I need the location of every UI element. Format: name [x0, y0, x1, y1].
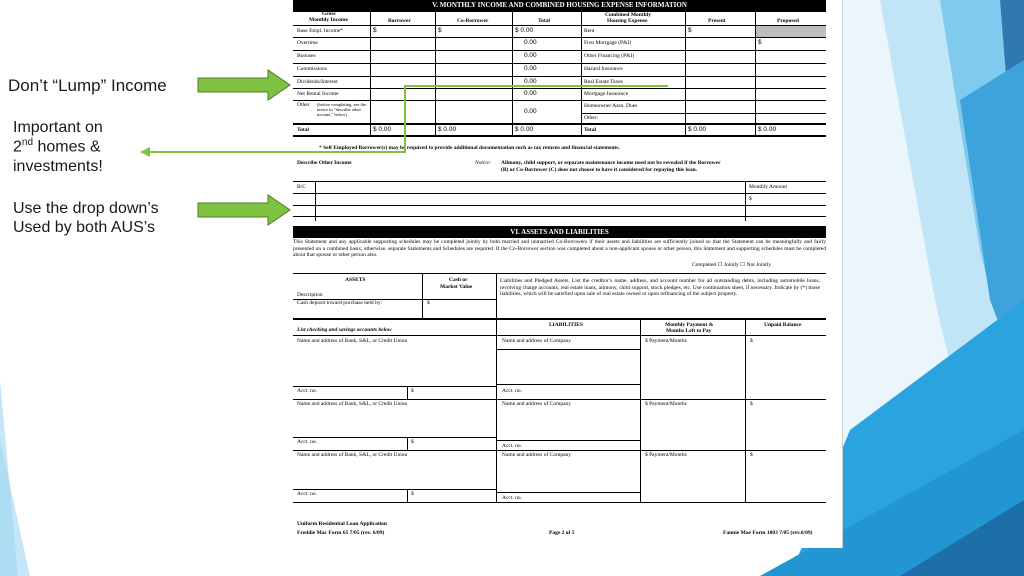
hdr-present: Present [708, 18, 726, 24]
hdr-proposed: Proposed [777, 18, 799, 24]
income-label: Base Empl. Income* [297, 28, 343, 34]
income-total[interactable]: 0.00 [524, 90, 537, 97]
hoa-label: Homeowner Assn. Dues [584, 103, 638, 109]
total-expense-label: Total [584, 127, 597, 133]
total-borrower[interactable]: $ 0.00 [373, 126, 392, 133]
section5-title: V. MONTHLY INCOME AND COMBINED HOUSING EXPENSE INFORMATION [293, 0, 826, 11]
expense-proposed[interactable]: $ [758, 39, 762, 46]
describe-other-income: Describe Other Income [297, 160, 352, 166]
payment-months[interactable]: $ Payment/Months [645, 401, 687, 407]
self-employed-note: * Self Employed Borrower(s) may be required to provide additional documentation such as tax returns and financial statements. [319, 145, 620, 151]
unpaid-dollar[interactable]: $ [750, 401, 753, 407]
note-lump-income: Don’t “Lump” Income [8, 76, 167, 95]
cash-deposit-dollar: $ [427, 300, 430, 306]
income-total[interactable]: 0.00 [524, 52, 537, 59]
expense-label: First Mortgage (P&I) [584, 40, 632, 46]
notice-text: Alimony, child support, or separate maintenance income need not be revealed if the Borrower (B) or Co-Borrower (C) does not choose to have it considered for repaying this loan. [501, 160, 721, 173]
note2-suffix: homes & [33, 138, 101, 156]
monthly-amount-dollar: $ [749, 196, 752, 202]
hdr-combined: Combined Monthly [605, 12, 651, 18]
footer-page: Page 2 of 5 [549, 530, 575, 536]
total-total[interactable]: $ 0.00 [515, 126, 534, 133]
assets-header: ASSETS [345, 277, 366, 283]
income-total[interactable]: 0.00 [524, 78, 537, 85]
income-label: Overtime [297, 40, 318, 46]
company-acct-no[interactable]: Acct. no. [502, 495, 523, 501]
unpaid-dollar[interactable]: $ [750, 338, 753, 344]
unpaid-balance: Unpaid Balance [764, 322, 802, 328]
liabilities-intro: Liabilities and Pledged Assets. List the creditor’s name, address, and account number for all outstanding debts, including automobile loans, revolving charge accounts, real estate loans, alimony, child support, stock pledges, etc. Use continuation sheet, if necessary. Indicate by (*) those liabilities, which will be satisfied upon sale of real estate owned or upon refinancing of the subject property. [500, 278, 820, 297]
income-label: Bonuses [297, 53, 316, 59]
other-expense-label: Other: [584, 115, 599, 121]
income-borrower[interactable]: $ [373, 27, 377, 34]
list-checking: List checking and savings accounts below [297, 327, 392, 333]
company-name-label: Name and address of Company [502, 452, 572, 458]
note2-sup: nd [21, 137, 34, 149]
bank-acct-no[interactable]: Acct. no. [297, 491, 318, 497]
company-acct-no[interactable]: Acct. no. [502, 443, 523, 449]
income-coborrower[interactable]: $ [438, 27, 442, 34]
other-total[interactable]: 0.00 [524, 108, 537, 115]
expense-label: Rent [584, 28, 595, 34]
total-label: Total [297, 127, 310, 133]
assets-paragraph: This Statement and any applicable supporting schedules may be completed jointly by both married and unmarried Co-Borrowers if their assets and liabilities are sufficiently joined so that the Statement can be meaningfully and fairly presented on a combined basis; otherwise, separate Statements and Schedules are required. If the Co-Borrower section was completed about a non-applicant spouse or other person, this Statement and supporting schedules must be completed about that spouse or other person also. [293, 239, 826, 258]
payment-months[interactable]: $ Payment/Months [645, 452, 687, 458]
note2-num: 2 [13, 138, 22, 156]
expense-label: Mortgage Insurance [584, 91, 629, 97]
liabilities-header: LIABILITIES [549, 322, 583, 328]
bank-acct-no[interactable]: Acct. no. [297, 439, 318, 445]
expense-present[interactable]: $ [688, 27, 692, 34]
cash-deposit: Cash deposit toward purchase held by: [297, 300, 383, 306]
footer-form: Freddie Mac Form 65 7/05 (rev. 6/09) [297, 530, 385, 536]
monthly-payment: Monthly Payment & [665, 322, 714, 328]
hdr-borrower: Borrower [388, 18, 411, 24]
other-label: Other [297, 102, 310, 108]
expense-label: Other Financing (P&I) [584, 53, 635, 59]
expense-label: Real Estate Taxes [584, 79, 623, 85]
arrow-lump-income [198, 70, 290, 100]
expense-label: Hazard Insurance [584, 66, 623, 72]
market-value: Market Value [440, 284, 473, 290]
bank-acct-no[interactable]: Acct. no. [297, 388, 318, 394]
connector-line [150, 86, 668, 152]
note2-line3: investments! [13, 157, 103, 175]
company-acct-no[interactable]: Acct. no. [502, 388, 523, 394]
bank-name-label: Name and address of Bank, S&L, or Credit Union [297, 452, 408, 458]
hdr-total: Total [538, 18, 551, 24]
payment-months[interactable]: $ Payment/Months [645, 338, 687, 344]
footer-fannie: Fannie Mae Form 1003 7/05 (rev.6/09) [723, 530, 813, 536]
income-label: Dividends/Interest [297, 79, 338, 85]
income-total[interactable]: 0.00 [524, 39, 537, 46]
description-label: Description [297, 292, 323, 298]
income-label: Net Rental Income [297, 91, 339, 97]
footer-title: Uniform Residential Loan Application [297, 521, 387, 527]
hdr-monthly-income: Monthly Income [309, 17, 348, 23]
income-label: Commissions [297, 66, 327, 72]
note2-prefix: Important on [13, 119, 103, 136]
section6-title: VI. ASSETS AND LIABILITIES [293, 227, 826, 238]
hdr-gross: Gross [322, 11, 336, 17]
notice-label: Notice: [475, 160, 492, 166]
total-proposed[interactable]: $ 0.00 [758, 126, 777, 133]
monthly-amount: Monthly Amount [749, 184, 788, 190]
bc-label: B/C [297, 184, 306, 190]
arrow-drop-downs [198, 195, 290, 225]
bank-name-label: Name and address of Bank, S&L, or Credit Union [297, 338, 408, 344]
income-total[interactable]: $ 0.00 [515, 27, 534, 34]
unpaid-dollar[interactable]: $ [750, 452, 753, 458]
total-present[interactable]: $ 0.00 [688, 126, 707, 133]
total-coborrower[interactable]: $ 0.00 [438, 126, 457, 133]
bank-acct-dollar[interactable]: $ [411, 491, 414, 497]
completed-jointly[interactable]: Completed ☐ Jointly ☐ Not Jointly [692, 262, 772, 268]
bank-acct-dollar[interactable]: $ [411, 439, 414, 445]
months-left: Months Left to Pay [666, 328, 712, 334]
company-name-label: Name and address of Company [502, 338, 572, 344]
company-name-label: Name and address of Company [502, 401, 572, 407]
bank-name-label: Name and address of Bank, S&L, or Credit Union [297, 401, 408, 407]
income-total[interactable]: 0.00 [524, 65, 537, 72]
note3-line2: Used by both AUS’s [13, 219, 156, 237]
cash-or: Cash or [449, 277, 468, 283]
hdr-coborrower: Co-Borrower [457, 18, 489, 24]
other-note: (before completing, see the notice in "describe other income," below) [317, 102, 366, 117]
note3-line1: Use the drop down’s [13, 200, 159, 217]
bank-acct-dollar[interactable]: $ [411, 388, 414, 394]
connector-arrowhead [140, 147, 150, 157]
hdr-housing-expense: Housing Expense [607, 18, 648, 24]
